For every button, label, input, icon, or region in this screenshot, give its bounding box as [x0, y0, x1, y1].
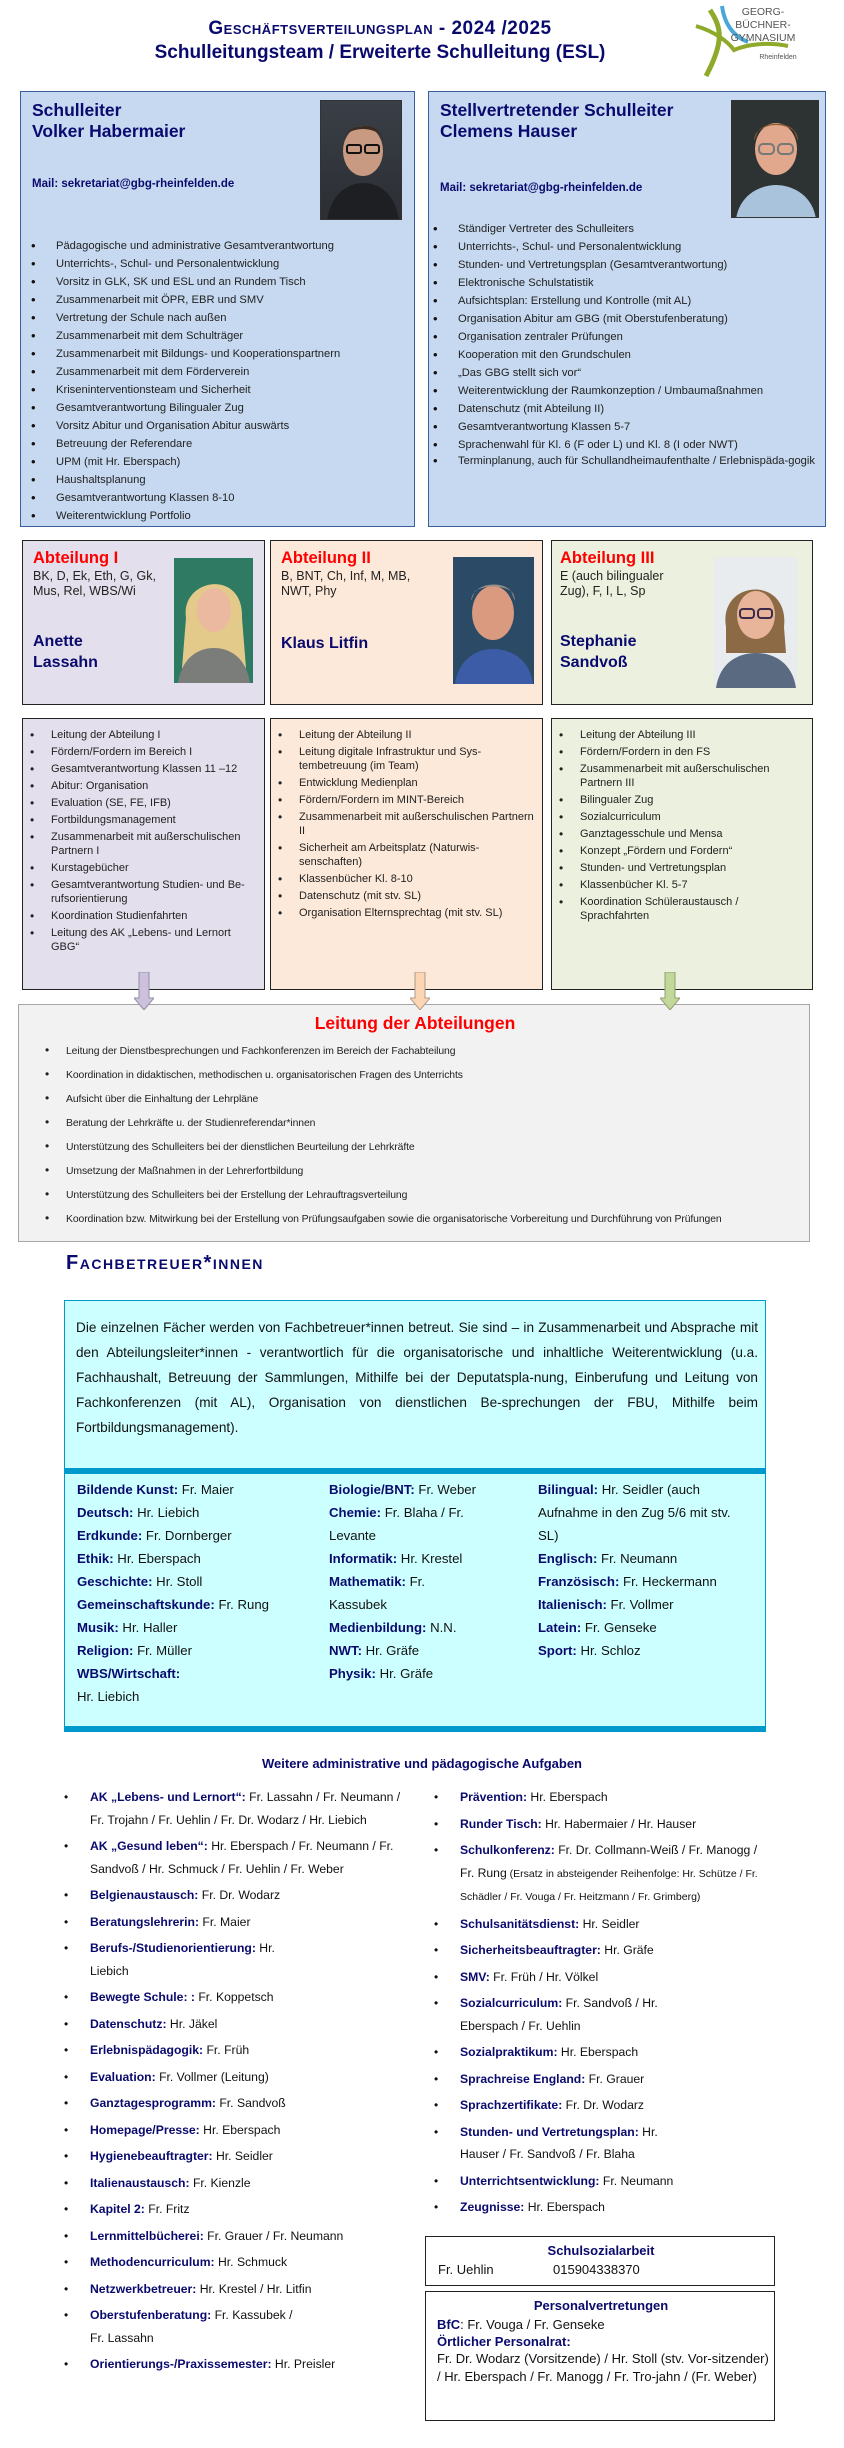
subject-row: Ethik: Hr. Eberspach	[77, 1551, 201, 1566]
subject-row: Medienbildung: N.N.	[329, 1620, 457, 1635]
leitung-item: • Leitung der Dienstbesprechungen und Fachkonferenzen im Bereich der Fachabteilung	[41, 1045, 801, 1058]
fachbetreuer-column-1	[77, 1478, 322, 1708]
task-item: • Organisation Elternsprechtag (mit stv. SL)	[273, 906, 538, 920]
logo-text: GEORG-BÜCHNER- GYMNASIUM Rheinfelden	[730, 6, 797, 61]
fachbetreuer-intro-text: Die einzelnen Fächer werden von Fachbetreuer*innen betreut. Sie sind – in Zusammenarbeit und Absprache mit den Abteilungsleiter*innen - verantwortlich für die organisatorische und inhaltliche Weiterentwicklung (u.a. Fachhaushalt, Betreuung der Sammlungen, Mithilfe bei der Deputatspla-nung, Einberufung und Leitung von Fachkonferenzen (mit AL), Organisation von dienstlichen Be-sprechungen der FBU, Mithilfe beim Fortbildungsmanagement).	[76, 1320, 758, 1435]
task-item: • Organisation zentraler Prüfungen	[431, 328, 821, 346]
aufgabe-item: • Sicherheitsbeauftragter: Hr. Gräfe	[430, 1939, 760, 1962]
task-item: • Haushaltsplanung	[29, 471, 409, 489]
abteilung-2-box	[270, 540, 543, 705]
fachbetreuer-heading: Fachbetreuer*innen	[66, 1252, 264, 1274]
aufgabe-item: • Orientierungs-/Praxissemester: Hr. Preisler	[60, 2353, 405, 2376]
aufgabe-item: • Beratungslehrerin: Fr. Maier	[60, 1911, 405, 1934]
schulleiter-box	[20, 91, 415, 527]
aufgabe-item: • Prävention: Hr. Eberspach	[430, 1786, 760, 1809]
subject-row: Latein: Fr. Genseke	[538, 1620, 657, 1635]
aufgabe-item: • Berufs-/Studienorientierung: Hr. Liebich	[60, 1937, 405, 1982]
task-item: • Kooperation mit den Grundschulen	[431, 346, 821, 364]
personalvertretungen-title: Personalvertretungen	[533, 2298, 669, 2313]
stellvertreter-mail[interactable]: Mail: sekretariat@gbg-rheinfelden.de	[440, 182, 643, 194]
aufgabe-item: • Schulkonferenz: Fr. Dr. Collmann-Weiß / Fr. Manogg / Fr. Rung (Ersatz in absteigender Reihenfolge: Hr. Schütze / Fr. Schädler / Fr. Vouga / Fr. Heitzmann / Fr. Grimberg)	[430, 1839, 760, 1909]
task-item: • Unterrichts-, Schul- und Personalentwicklung	[431, 238, 821, 256]
task-item: • Zusammenarbeit mit dem Förderverein	[29, 363, 409, 381]
task-item: • Sprachenwahl für Kl. 6 (F oder L) und Kl. 8 (I oder NWT)	[431, 436, 821, 454]
task-item: • Datenschutz (mit Abteilung II)	[431, 400, 821, 418]
task-item: • Unterrichts-, Schul- und Personalentwicklung	[29, 255, 409, 273]
task-item: • Klassenbücher Kl. 8-10	[273, 872, 538, 886]
fachbetreuer-intro-box	[64, 1300, 766, 1474]
fachbetreuer-column-3	[538, 1478, 763, 1662]
abteilung-2-subjects: B, BNT, Ch, Inf, M, MB, NWT, Phy	[281, 569, 411, 598]
subject-row: Informatik: Hr. Krestel	[329, 1551, 463, 1566]
title-year: - 2024 /2025	[438, 18, 552, 39]
task-item: • Vertretung der Schule nach außen	[29, 309, 409, 327]
task-item: • Aufsichtsplan: Erstellung und Kontrolle (mit AL)	[431, 292, 821, 310]
leitung-item: • Unterstützung des Schulleiters bei der dienstlichen Beurteilung der Lehrkräfte	[41, 1141, 801, 1154]
task-item: • Bilingualer Zug	[554, 793, 809, 807]
task-item: • Evaluation (SE, FE, IFB)	[25, 796, 261, 810]
schulleiter-role: Schulleiter	[32, 100, 122, 120]
leitung-title: Leitung der Abteilungen	[314, 1013, 516, 1033]
task-item: • Entwicklung Medienplan	[273, 776, 538, 790]
task-item: • Zusammenarbeit mit außerschulischen Partnern III	[554, 762, 809, 790]
stellvertreter-role: Stellvertretender Schulleiter	[440, 100, 674, 120]
abteilung-3-name-last: Sandvoß	[560, 654, 628, 671]
abteilung-1-box	[22, 540, 265, 705]
task-item: • Leitung des AK „Lebens- und Lernort GBG“	[25, 926, 261, 954]
subject-row: Bilingual: Hr. Seidler (auch Aufnahme in den Zug 5/6 mit stv. SL)	[538, 1482, 731, 1543]
aufgabe-item: • Bewegte Schule: : Fr. Koppetsch	[60, 1986, 405, 2009]
oertlicher-personalrat-label: Örtlicher Personalrat:	[437, 2334, 571, 2349]
task-item: • Koordination Studienfahrten	[25, 909, 261, 923]
aufgabe-item: • Oberstufenberatung: Fr. Kassubek / Fr. Lassahn	[60, 2304, 405, 2349]
task-item: • Betreuung der Referendare	[29, 435, 409, 453]
task-item: • Gesamtverantwortung Klassen 8-10	[29, 489, 409, 507]
weitere-aufgaben-title: Weitere administrative und pädagogische Aufgaben	[261, 1756, 582, 1771]
document-subtitle: Schulleitungsteam / Erweiterte Schulleitung (ESL)	[154, 42, 606, 63]
abteilung-3-title: Abteilung III	[560, 549, 655, 567]
task-item: • Gesamtverantwortung Studien- und Be-rufsorientierung	[25, 878, 261, 906]
subject-row: Mathematik: Fr. Kassubek	[329, 1574, 425, 1612]
task-item: • Leitung der Abteilung I	[25, 728, 261, 742]
aufgabe-item: • Ganztagesprogramm: Fr. Sandvoß	[60, 2092, 405, 2115]
abteilung-3-tasks-box	[551, 718, 813, 990]
leitung-item: • Koordination bzw. Mitwirkung bei der Erstellung von Prüfungsaufgaben sowie die organisatorische Vorbereitung und Durchführung von Prüfungen	[41, 1213, 801, 1226]
leitung-abteilungen-box	[18, 1004, 810, 1242]
task-item: • Zusammenarbeit mit dem Schulträger	[29, 327, 409, 345]
task-item: • Ständiger Vertreter des Schulleiters	[431, 220, 821, 238]
abteilung-1-photo	[174, 558, 253, 683]
abteilung-1-title: Abteilung I	[33, 549, 119, 567]
task-item: • Weiterentwicklung der Raumkonzeption / Umbaumaßnahmen	[431, 382, 821, 400]
task-item: • Leitung digitale Infrastruktur und Sys-tembetreuung (im Team)	[273, 745, 538, 773]
stellvertreter-photo	[731, 100, 819, 218]
aufgabe-item: • SMV: Fr. Früh / Hr. Völkel	[430, 1966, 760, 1989]
task-item: • Fortbildungsmanagement	[25, 813, 261, 827]
aufgabe-item: • Lernmittelbücherei: Fr. Grauer / Fr. Neumann	[60, 2225, 405, 2248]
leitung-item: • Koordination in didaktischen, methodischen u. organisatorischen Fragen des Unterrichts	[41, 1069, 801, 1082]
arrow-down-icon	[134, 972, 154, 1010]
aufgabe-item: • Schulsanitätsdienst: Hr. Seidler	[430, 1913, 760, 1936]
portrait-icon	[732, 101, 819, 218]
task-item: • Gesamtverantwortung Klassen 11 –12	[25, 762, 261, 776]
portrait-icon	[174, 558, 253, 683]
aufgabe-item: • Runder Tisch: Hr. Habermaier / Hr. Hauser	[430, 1813, 760, 1836]
aufgabe-item: • Methodencurriculum: Hr. Schmuck	[60, 2251, 405, 2274]
aufgabe-item: • Erlebnispädagogik: Fr. Früh	[60, 2039, 405, 2062]
subject-row: Deutsch: Hr. Liebich	[77, 1505, 200, 1520]
task-item: • Gesamtverantwortung Bilingualer Zug	[29, 399, 409, 417]
subject-row: WBS/Wirtschaft: Hr. Liebich	[77, 1666, 181, 1704]
abteilung-2-photo	[453, 557, 534, 684]
task-item: • Organisation Abitur am GBG (mit Oberstufenberatung)	[431, 310, 821, 328]
title-text: Geschäftsverteilungsplan	[208, 18, 434, 39]
abteilung-1-name-first: Anette	[33, 633, 83, 650]
aufgabe-item: • Homepage/Presse: Hr. Eberspach	[60, 2119, 405, 2142]
task-item: • Fördern/Fordern in den FS	[554, 745, 809, 759]
abteilung-1-subjects: BK, D, Ek, Eth, G, Gk, Mus, Rel, WBS/Wi	[33, 569, 156, 598]
abteilung-2-title: Abteilung II	[281, 549, 371, 567]
task-item: • Fördern/Fordern im MINT-Bereich	[273, 793, 538, 807]
task-item: • Ganztagesschule und Mensa	[554, 827, 809, 841]
task-item: • Zusammenarbeit mit Bildungs- und Kooperationspartnern	[29, 345, 409, 363]
schulleiter-photo	[320, 100, 402, 220]
schulsozialarbeit-title: Schulsozialarbeit	[547, 2243, 655, 2258]
portrait-icon	[714, 557, 797, 688]
task-item: • Weiterentwicklung Portfolio	[29, 507, 409, 525]
leitung-list	[41, 1045, 801, 1237]
task-item: • Gesamtverantwortung Klassen 5-7	[431, 418, 821, 436]
subject-row: Religion: Fr. Müller	[77, 1643, 193, 1658]
task-item: • Leitung der Abteilung II	[273, 728, 538, 742]
task-item: • Stunden- und Vertretungsplan	[554, 861, 809, 875]
document-title	[0, 18, 760, 40]
aufgabe-item: • Sozialcurriculum: Fr. Sandvoß / Hr. Eberspach / Fr. Uehlin	[430, 1992, 760, 2037]
leitung-item: • Umsetzung der Maßnahmen in der Lehrerfortbildung	[41, 1165, 801, 1178]
subject-row: Bildende Kunst: Fr. Maier	[77, 1482, 234, 1497]
fachbetreuer-column-2	[329, 1478, 529, 1685]
task-item: • „Das GBG stellt sich vor“	[431, 364, 821, 382]
abteilung-2-name: Klaus Litfin	[281, 635, 369, 652]
abteilung-3-name-first: Stephanie	[560, 633, 637, 650]
aufgabe-item: • Hygienebeauftragter: Hr. Seidler	[60, 2145, 405, 2168]
aufgabe-item: • Italienaustausch: Fr. Kienzle	[60, 2172, 405, 2195]
task-item: • Zusammenarbeit mit ÖPR, EBR und SMV	[29, 291, 409, 309]
fachbetreuer-grid	[64, 1474, 766, 1732]
subject-row: Geschichte: Hr. Stoll	[77, 1574, 203, 1589]
task-item: • Datenschutz (mit stv. SL)	[273, 889, 538, 903]
aufgabe-item: • AK „Lebens- und Lernort“: Fr. Lassahn / Fr. Neumann / Fr. Trojahn / Fr. Uehlin / Fr. Dr. Wodarz / Hr. Liebich	[60, 1786, 405, 1831]
schulleiter-mail[interactable]: Mail: sekretariat@gbg-rheinfelden.de	[32, 178, 235, 190]
schulleiter-task-list	[29, 237, 409, 525]
aufgabe-item: • Sozialpraktikum: Hr. Eberspach	[430, 2041, 760, 2064]
aufgabe-item: • Kapitel 2: Fr. Fritz	[60, 2198, 405, 2221]
subject-row: Musik: Hr. Haller	[77, 1620, 178, 1635]
abteilung-1-task-list	[25, 728, 261, 957]
stellvertreter-box	[428, 91, 826, 527]
leitung-item: • Aufsicht über die Einhaltung der Lehrpläne	[41, 1093, 801, 1106]
arrow-down-icon	[410, 972, 430, 1010]
task-item: • Abitur: Organisation	[25, 779, 261, 793]
subject-row: Französisch: Fr. Heckermann	[538, 1574, 717, 1589]
schulsozialarbeit-phone[interactable]: 015904338370	[553, 2262, 640, 2277]
task-item: • Koordination Schüleraustausch / Sprachfahrten	[554, 895, 809, 923]
aufgabe-item: • Belgienaustausch: Fr. Dr. Wodarz	[60, 1884, 405, 1907]
task-item: • Vorsitz Abitur und Organisation Abitur auswärts	[29, 417, 409, 435]
aufgabe-item: • Zeugnisse: Hr. Eberspach	[430, 2196, 760, 2219]
schulleiter-name: Volker Habermaier	[32, 121, 186, 141]
abteilung-3-task-list	[554, 728, 809, 926]
abteilung-2-task-list	[273, 728, 538, 923]
subject-row: Erdkunde: Fr. Dornberger	[77, 1528, 232, 1543]
task-item: • Leitung der Abteilung III	[554, 728, 809, 742]
task-item: • Sicherheit am Arbeitsplatz (Naturwis-senschaften)	[273, 841, 538, 869]
subject-row: Italienisch: Fr. Vollmer	[538, 1597, 674, 1612]
task-item: • UPM (mit Hr. Eberspach)	[29, 453, 409, 471]
aufgabe-item: • AK „Gesund leben“: Hr. Eberspach / Fr. Neumann / Fr. Sandvoß / Hr. Schmuck / Fr. Uehlin / Fr. Weber	[60, 1835, 405, 1880]
weitere-aufgaben-left-list	[60, 1786, 405, 2380]
schulsozialarbeit-box	[425, 2236, 775, 2286]
aufgabe-item: • Stunden- und Vertretungsplan: Hr. Hauser / Fr. Sandvoß / Fr. Blaha	[430, 2121, 760, 2166]
aufgabe-item: • Sprachzertifikate: Fr. Dr. Wodarz	[430, 2094, 760, 2117]
task-item: • Sozialcurriculum	[554, 810, 809, 824]
schulsozialarbeit-person: Fr. Uehlin	[438, 2262, 494, 2277]
leitung-item: • Unterstützung des Schulleiters bei der Erstellung der Lehrauftragsverteilung	[41, 1189, 801, 1202]
subject-row: Sport: Hr. Schloz	[538, 1643, 641, 1658]
subject-row: Englisch: Fr. Neumann	[538, 1551, 678, 1566]
task-item: • Pädagogische und administrative Gesamtverantwortung	[29, 237, 409, 255]
task-item: • Klassenbücher Kl. 5-7	[554, 878, 809, 892]
abteilung-1-tasks-box	[22, 718, 265, 990]
aufgabe-item: • Datenschutz: Hr. Jäkel	[60, 2013, 405, 2036]
abteilung-3-photo	[714, 557, 797, 688]
task-item: • Zusammenarbeit mit außerschulischen Partnern I	[25, 830, 261, 858]
oertlicher-personalrat-members: Fr. Dr. Wodarz (Vorsitzende) / Hr. Stoll (stv. Vor-sitzender) / Hr. Eberspach / Fr. Manogg / Fr. Tro-jahn / (Fr. Weber)	[437, 2351, 769, 2384]
task-item: • Vorsitz in GLK, SK und ESL und an Rundem Tisch	[29, 273, 409, 291]
portrait-icon	[321, 101, 402, 220]
subject-row: Chemie: Fr. Blaha / Fr. Levante	[329, 1505, 464, 1543]
stellvertreter-name: Clemens Hauser	[440, 121, 578, 141]
subject-row: NWT: Hr. Gräfe	[329, 1643, 420, 1658]
task-item: • Kriseninterventionsteam und Sicherheit	[29, 381, 409, 399]
arrow-down-icon	[660, 972, 680, 1010]
stellvertreter-task-list	[431, 220, 821, 468]
task-item: • Fördern/Fordern im Bereich I	[25, 745, 261, 759]
task-item: • Stunden- und Vertretungsplan (Gesamtverantwortung)	[431, 256, 821, 274]
task-item: • Elektronische Schulstatistik	[431, 274, 821, 292]
abteilung-3-subjects: E (auch bilingualer Zug), F, I, L, Sp	[560, 569, 664, 598]
school-logo	[688, 2, 830, 80]
abteilung-2-tasks-box	[270, 718, 543, 990]
aufgabe-item: • Sprachreise England: Fr. Grauer	[430, 2068, 760, 2091]
subject-row: Physik: Hr. Gräfe	[329, 1666, 434, 1681]
abteilung-3-box	[551, 540, 813, 705]
task-item: • Zusammenarbeit mit außerschulischen Partnern II	[273, 810, 538, 838]
portrait-icon	[453, 557, 534, 684]
aufgabe-item: • Netzwerkbetreuer: Hr. Krestel / Hr. Litfin	[60, 2278, 405, 2301]
subject-row: Biologie/BNT: Fr. Weber	[329, 1482, 477, 1497]
subject-row: Gemeinschaftskunde: Fr. Rung	[77, 1597, 270, 1612]
task-item: • Konzept „Fördern und Fordern“	[554, 844, 809, 858]
bfc-line: BfC: Fr. Vouga / Fr. Genseke	[437, 2317, 605, 2332]
task-item: • Terminplanung, auch für Schullandheimaufenthalte / Erlebnispäda-gogik	[431, 454, 821, 468]
task-item: • Kurstagebücher	[25, 861, 261, 875]
abteilung-1-name-last: Lassahn	[33, 654, 98, 671]
leitung-item: • Beratung der Lehrkräfte u. der Studienreferendar*innen	[41, 1117, 801, 1130]
aufgabe-item: • Unterrichtsentwicklung: Fr. Neumann	[430, 2170, 760, 2193]
weitere-aufgaben-right-list	[430, 1786, 760, 2223]
personalvertretungen-box	[425, 2291, 775, 2421]
aufgabe-item: • Evaluation: Fr. Vollmer (Leitung)	[60, 2066, 405, 2089]
